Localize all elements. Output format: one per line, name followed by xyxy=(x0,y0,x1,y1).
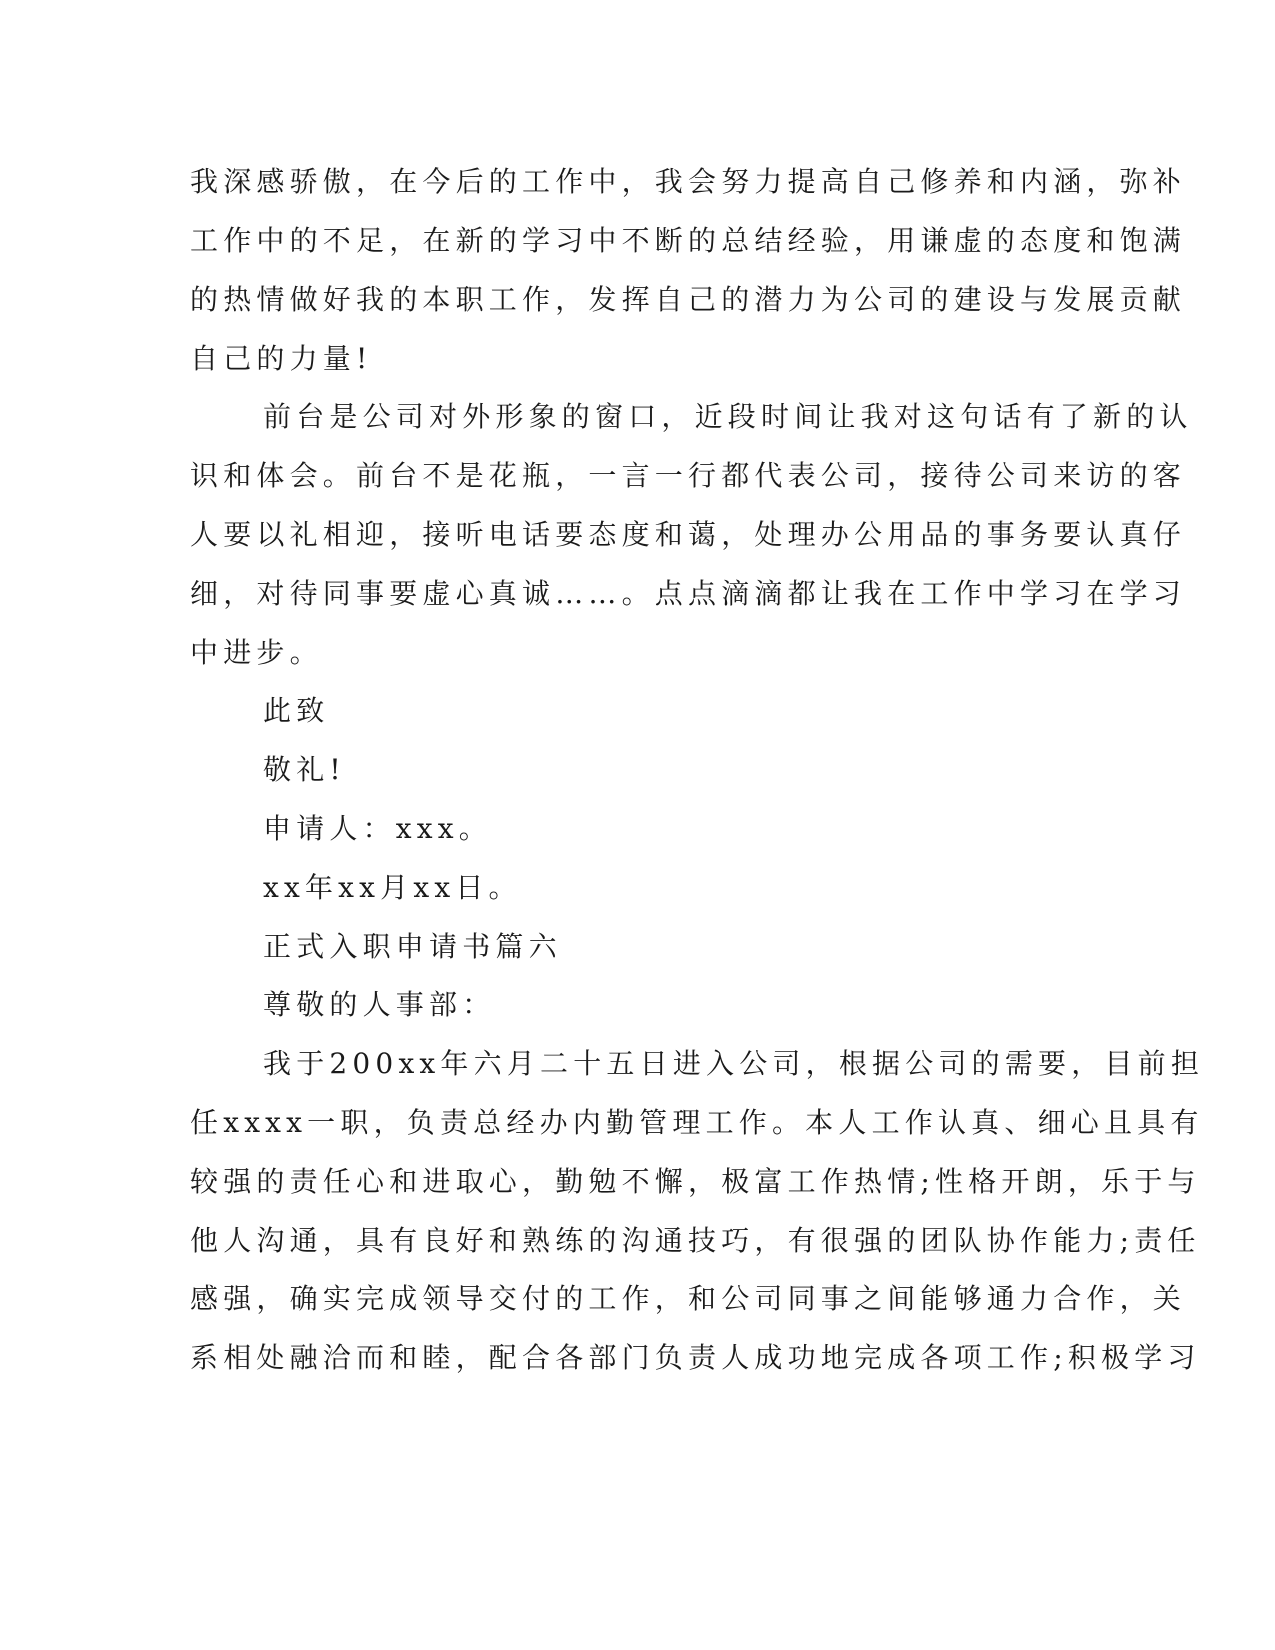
body-text-line: 我于200xx年六月二十五日进入公司，根据公司的需要，目前担 xyxy=(263,1047,1205,1080)
letter-greeting: 尊敬的人事部： xyxy=(263,988,496,1021)
body-text-line: 自己的力量! xyxy=(190,342,373,375)
body-text-line: 较强的责任心和进取心，勤勉不懈，极富工作热情;性格开朗，乐于与 xyxy=(190,1165,1201,1198)
body-text-line: 任xxxx一职，负责总经办内勤管理工作。本人工作认真、细心且具有 xyxy=(190,1106,1204,1139)
body-text-line: 识和体会。前台不是花瓶，一言一行都代表公司，接待公司来访的客 xyxy=(190,459,1187,492)
applicant-name: 申请人：xxx。 xyxy=(263,812,492,845)
body-text-line: 系相处融洽而和睦，配合各部门负责人成功地完成各项工作;积极学习 xyxy=(190,1341,1201,1374)
body-text-line: 细，对待同事要虚心真诚……。点点滴滴都让我在工作中学习在学习 xyxy=(190,577,1187,610)
body-text-line: 工作中的不足，在新的学习中不断的总结经验，用谦虚的态度和饱满 xyxy=(190,224,1187,257)
closing-salutation: 此致 xyxy=(263,694,330,727)
body-text-line: 人要以礼相迎，接听电话要态度和蔼，处理办公用品的事务要认真仔 xyxy=(190,518,1187,551)
signature-date: xx年xx月xx日。 xyxy=(263,871,522,904)
body-text-line: 的热情做好我的本职工作，发挥自己的潜力为公司的建设与发展贡献 xyxy=(190,283,1187,316)
body-text-line: 感强，确实完成领导交付的工作，和公司同事之间能够通力合作，关 xyxy=(190,1282,1187,1315)
body-text-line: 我深感骄傲，在今后的工作中，我会努力提高自己修养和内涵，弥补 xyxy=(190,165,1187,198)
body-text-line: 他人沟通，具有良好和熟练的沟通技巧，有很强的团队协作能力;责任 xyxy=(190,1224,1201,1257)
closing-regards: 敬礼! xyxy=(263,753,346,786)
body-text-line: 前台是公司对外形象的窗口，近段时间让我对这句话有了新的认 xyxy=(263,400,1193,433)
body-text-line: 中进步。 xyxy=(190,636,323,669)
section-title: 正式入职申请书篇六 xyxy=(263,930,562,963)
